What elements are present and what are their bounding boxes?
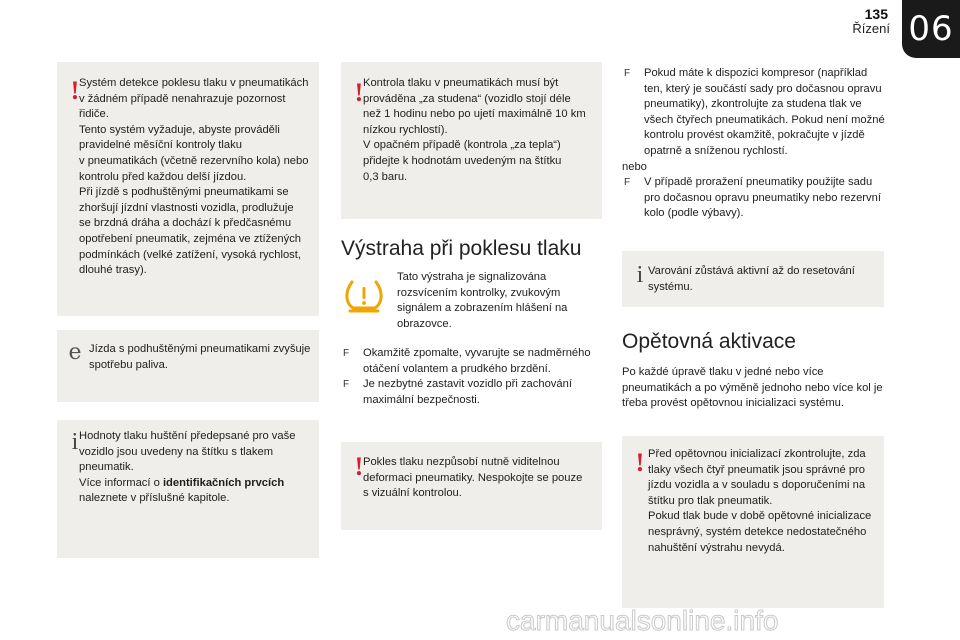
text-line: spotřebu paliva.: [89, 358, 168, 371]
eco-icon: e: [68, 340, 82, 365]
text-line: pneumatiky), zkontrolujte za studena tlak ve: [644, 98, 862, 111]
list-item: [622, 175, 892, 222]
text-line: Okamžitě zpomalte, vyvarujte se nadměrného: [363, 347, 591, 359]
text-line: opotřebení pneumatik, zejména ve ztížených: [79, 232, 302, 245]
text-line: s vizuální kontrolou.: [363, 487, 462, 500]
more-info-prefix: Více informací o: [79, 476, 163, 489]
or-text: nebo: [622, 160, 647, 173]
section-heading-reactivation: Opětovná aktivace: [622, 330, 796, 353]
text-line: podmínkách (velké zatížení, vysoká rychlost,: [79, 248, 301, 261]
tyre-pressure-warning-lamp-icon: [343, 278, 385, 314]
text-line: pneumatik.: [79, 461, 134, 474]
text-line: otáčení volantem a prudkého brzdění.: [363, 362, 551, 375]
text-line: Jízda s podhuštěnými pneumatikami zvyšuje: [89, 343, 311, 355]
text-line: nízkou rychlostí).: [363, 123, 448, 136]
warning-box-cold-check: [341, 62, 602, 219]
text-line: Pokud tlak bude v době opětovné inicializace: [648, 510, 872, 523]
text-line: štítku pro tlak pneumatik.: [648, 494, 773, 507]
text-line: kolo (podle výbavy).: [644, 207, 744, 220]
text-line: tlaky všech čtyř pneumatik jsou správné pro: [648, 463, 866, 476]
text-line: Je nezbytné zastavit vozidlo při zachování: [363, 378, 572, 391]
text-line: Pokles tlaku nezpůsobí nutně viditelnou: [363, 456, 560, 468]
list-item: [341, 346, 603, 377]
text-line: 0,3 baru.: [363, 170, 408, 183]
text-line: přidejte k hodnotám uvedeným na štítku: [363, 154, 562, 167]
text-line: ten, který je součástí sady pro dočasnou opravu: [644, 82, 882, 95]
info-icon: i: [636, 262, 644, 288]
text-line: zhoršují jízdní vlastnosti vozidla, prodlužuje: [79, 201, 294, 214]
text-line: V opačném případě (kontrola „za tepla“): [363, 139, 561, 152]
text-line: Hodnoty tlaku huštění předepsané pro vaše: [79, 430, 296, 442]
text-line: Pokud máte k dispozici kompresor (například: [644, 67, 868, 79]
text-line: V případě proražení pneumatiky použijte sadu: [644, 176, 873, 189]
section-heading-pressure-warning: Výstraha při poklesu tlaku: [341, 237, 582, 260]
text-line: opatrně a sníženou rychlostí.: [644, 144, 788, 157]
text-line: Tento systém vyžaduje, abyste prováděli: [79, 123, 280, 136]
text-line: kontrolu provést okamžitě, pokračujte v jízdě: [644, 129, 865, 142]
text-line: se brzdná dráha a dochází k předčasnému: [79, 217, 292, 230]
text-line: Systém detekce poklesu tlaku v pneumatikách: [79, 77, 309, 89]
warning-box-tpms-attention: [57, 62, 319, 316]
info-icon: i: [71, 429, 79, 455]
text-line: Při jízdě s podhuštěnými pneumatikami se: [79, 186, 289, 199]
info-box-warning-active: [622, 251, 884, 307]
text-line: maximální bezpečnosti.: [363, 393, 480, 406]
text-line: systému.: [648, 280, 693, 293]
warning-icon: !: [354, 78, 364, 107]
text-line: jízdu vozidla a v souladu s doporučeními na: [648, 479, 866, 492]
text-line: než 1 hodinu nebo po ujetí maximálně 10 km: [363, 108, 586, 121]
text-line: Varování zůstává aktivní až do resetování: [648, 265, 855, 277]
text-line: všech čtyřech pneumatikách. Pokud není možné: [644, 113, 885, 126]
text-line: Tato výstraha je signalizována: [397, 271, 547, 283]
text-line: dlouhé trasy).: [79, 264, 147, 277]
text-line: rozsvícením kontrolky, zvukovým: [397, 286, 561, 299]
text-line: nahuštění výstrahu nevydá.: [648, 541, 785, 554]
text-line: pro dočasnou opravu pneumatiky nebo rezervní: [644, 191, 881, 204]
text-line: Po každé úpravě tlaku v jedné nebo více: [622, 366, 824, 378]
warning-box-visual-check: [341, 442, 602, 530]
list-item: [622, 66, 892, 160]
text-line: obrazovce.: [397, 317, 452, 330]
text-line: Před opětovnou inicializací zkontrolujte, zda: [648, 448, 866, 460]
text-line: prováděna „za studena“ (vozidlo stojí déle: [363, 92, 571, 105]
page-number: 135: [864, 6, 888, 22]
warning-icon: !: [70, 76, 80, 105]
text-line: pneumatikách a po výměně jednoho nebo více kol je: [622, 381, 883, 394]
bullet-icon: F: [343, 348, 350, 359]
chapter-name: Řízení: [852, 21, 890, 36]
warning-box-reinit: [622, 436, 884, 608]
text-line: řidiče.: [79, 108, 109, 121]
bullet-icon: F: [343, 379, 350, 391]
text-line: v žádném případě nenahrazuje pozornost: [79, 92, 286, 105]
info-box-pressure-values: [57, 420, 319, 558]
warning-icon: !: [635, 448, 645, 477]
text-line: kontrolu před každou delší jízdou.: [79, 170, 247, 183]
text-line: deformaci pneumatiky. Nespokojte se pouze: [363, 471, 583, 484]
text-line: Kontrola tlaku v pneumatikách musí být: [363, 77, 559, 89]
text-line: třeba provést opětovnou inicializaci systému.: [622, 397, 844, 410]
text-line: pravidelné měsíční kontroly tlaku: [79, 139, 242, 152]
text-line: naleznete v příslušné kapitole.: [79, 492, 230, 505]
warning-icon: !: [354, 452, 364, 481]
watermark-text: carmanualsonline.info: [506, 605, 779, 636]
chapter-tab: [902, 0, 960, 58]
list-item: [341, 377, 603, 408]
text-line: [79, 476, 295, 492]
watermark: [506, 604, 946, 638]
bullet-icon: F: [624, 177, 631, 189]
eco-box-fuel-consumption: [57, 330, 319, 402]
more-info-link-text: identifikačních prvcích: [162, 476, 285, 489]
text-line: v pneumatikách (včetně rezervního kola) nebo: [79, 154, 309, 167]
text-line: signálem a zobrazením hlášení na: [397, 302, 568, 315]
bullet-icon: F: [624, 68, 631, 79]
chapter-number: 06: [908, 9, 954, 49]
text-line: nesprávný, systém detekce nedostatečného: [648, 525, 867, 538]
text-line: vozidlo jsou uvedeny na štítku s tlakem: [79, 445, 274, 458]
